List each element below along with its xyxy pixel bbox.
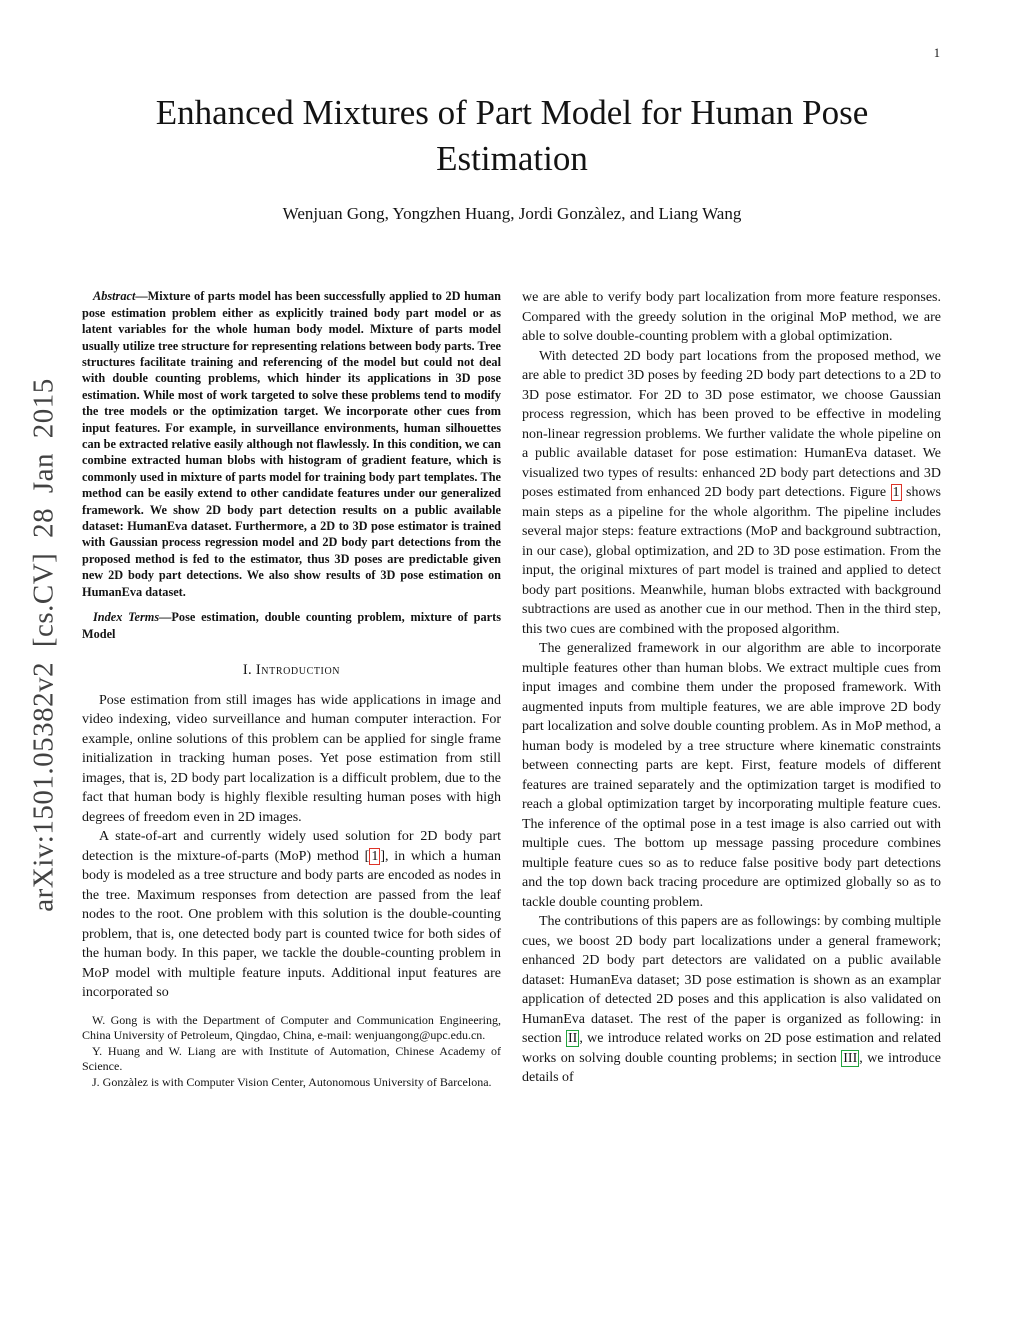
index-terms xyxy=(82,609,501,642)
citation-ref-link[interactable]: 1 xyxy=(892,485,900,501)
text-run: we are able to verify body part localization from more feature responses. Compared with the greedy solution in the original MoP method, we are able to solve double-counting problem with a global optimization. xyxy=(522,290,941,345)
citation-ref-link[interactable]: 1 xyxy=(371,848,379,864)
page-number: 1 xyxy=(933,46,940,60)
abstract-lead: Abstract xyxy=(93,289,136,304)
text-run: ], in which a human body is modeled as a tree structure and body parts are encoded as nodes in the tree. Maximum responses from detection are passed from the leaf nodes to the root. One problem with this solution is the double-counting problem, that is, one detected body part is counted twice for both sides of the human body. In this paper, we tackle the double-counting problem in MoP model with multiple feature inputs. Additional input features are incorporated so xyxy=(82,848,501,1001)
section-title: Introduction xyxy=(255,661,341,678)
text-run: The generalized framework in our algorithm are able to incorporate multiple features other than human blobs. We extract multiple cues from input images and combine them under the proposed framework. With augmented inputs from multiple features, we are able improve 2D body part localization and solve double counting problem. As in MoP method, a human body is modeled by a tree structure where kinematic constraints between connecting parts are kept. First, feature models of different features are trained separately and the optimization target is modified to reach a global optimization target by incorporating multiple feature cues. The inference of the optimal pose in a test image is also carried out with multiple cues. The bottom up message passing procedure combines multiple feature cues so as to reduce false positive body part detections and the top down back tracing procedure are optimized globally so as to tackle double counting problem. xyxy=(522,641,941,910)
paragraph xyxy=(82,1044,501,1075)
paper-title: Enhanced Mixtures of Part Model for Human Pose Estimation xyxy=(155,93,869,179)
text-run: With detected 2D body part locations from the proposed method, we are able to predict 3D poses by feeding 2D body part detections to a 2D to 3D pose estimator. For 2D to 3D pose estimator, we choose Gaussian process regression, which has been proved to be effective in modeling non-linear regression problems. We further validate the whole pipeline on a public available dataset for pose estimation: HumanEva dataset. We visualized two types of results: enhanced 2D body part detections and 3D poses estimated from enhanced 2D body part detections. Figure xyxy=(522,348,941,501)
index-terms-text: —Pose estimation, double counting problem, mixture of parts Model xyxy=(82,610,501,641)
text-run: , we introduce related works on 2D pose estimation and related works on solving double counting problems; in section xyxy=(522,1031,942,1066)
abstract xyxy=(82,288,501,600)
text-run: W. Gong is with the Department of Computer and Communication Engineering, China University of Petroleum, Qingdao, China, e-mail: wenjuangong@upc.edu.cn. xyxy=(82,1012,501,1043)
paragraph xyxy=(82,1013,501,1044)
text-run: shows main steps as a pipeline for the whole algorithm. The pipeline includes several major steps: feature extractions (MoP and background subtraction, in our case), global optimization, and 2D to 3D pose estimation. From the input, the original mixtures of part model is trained and applied to detect body part positions. Meanwhile, human blobs extracted with background subtractions are used as another cue in our method. Then in the third step, this two cues are combined with the proposed algorithm. xyxy=(522,485,942,637)
paragraph xyxy=(82,691,501,828)
two-column-body xyxy=(0,288,1024,1090)
paragraph xyxy=(522,288,941,347)
paper-authors: Wenjuan Gong, Yongzhen Huang, Jordi Gonzàlez, and Liang Wang xyxy=(282,204,742,224)
text-run: J. Gonzàlez is with Computer Vision Center, Autonomous University of Barcelona. xyxy=(92,1074,492,1089)
paragraph xyxy=(82,1075,501,1090)
section-number: I. xyxy=(242,661,252,678)
introduction-paragraphs xyxy=(82,691,501,1003)
right-column xyxy=(522,288,941,1088)
index-terms-lead: Index Terms xyxy=(93,610,160,625)
text-run: The contributions of this papers are as followings: by combing multiple cues, we boost 2D body part localizations under a general framework; enhanced 2D body part detectors are validated on a public available dataset: HumanEva dataset; 3D pose estimation is shown as an examplar application of detected 2D poses and this application is also validated on HumanEva dataset. The rest of the paper is organized as following: in section xyxy=(522,914,941,1047)
right-column-paragraphs xyxy=(522,288,941,1088)
text-run: Pose estimation from still images has wide applications in image and video indexing, video surveillance and human computer interaction. For example, online solutions of this problem can be applied for single frame initialization in tracking human poses. Yet pose estimation from still images, that is, 2D body part localization is a difficult problem, due to the fact that human body is highly flexible resulting human poses with high degrees of freedom even in 2D images. xyxy=(82,692,501,825)
text-run: Y. Huang and W. Liang are with Institute of Automation, Chinese Academy of Science. xyxy=(82,1043,501,1074)
left-column xyxy=(82,288,501,1090)
author-footnotes xyxy=(82,1013,501,1090)
text-run: A state-of-art and currently widely used solution for 2D body part detection is the mixture-of-parts (MoP) method [ xyxy=(82,829,501,864)
paragraph xyxy=(522,639,941,912)
section-heading-introduction xyxy=(82,662,501,679)
text-run: , we introduce details of xyxy=(522,1050,941,1086)
arxiv-stamp: arXiv:1501.05382v2 [cs.CV] 28 Jan 2015 xyxy=(27,378,60,912)
paragraph xyxy=(522,912,941,1088)
paragraph xyxy=(522,347,941,640)
section-ref-link[interactable]: II xyxy=(568,1031,578,1047)
abstract-text: —Mixture of parts model has been successfully applied to 2D human pose estimation problem either as explicitly trained body part model or as latent variables for the whole human body model. Mixture of parts model usually utilize tree structure for representing relations between body parts. Tree structures facilitate training and referencing of the model but could not deal with double counting problems, which hinder its applications in 3D pose estimation. While most of work targeted to solve these problems tend to modify the tree models or the optimization target. We incorporate other cues from input features. For example, in surveillance environments, human silhouettes can be extracted relative easily although not flawlessly. In this condition, we can combine extracted human blobs with histogram of gradient feature, which is commonly used in mixture of parts model for training body part templates. The method can be easily extend to other candidate features under our generalized framework. We show 2D body part detection results on a public available dataset: HumanEva dataset. Furthermore, a 2D to 3D pose estimator is trained with Gaussian process regression model and 2D body part detections from the proposed method is fed to the estimator, thus 3D poses are predictable given new 2D body part detections. We also show results of 3D pose estimation on HumanEva dataset. xyxy=(82,289,501,599)
section-ref-link[interactable]: III xyxy=(843,1050,858,1066)
paragraph xyxy=(82,827,501,1003)
